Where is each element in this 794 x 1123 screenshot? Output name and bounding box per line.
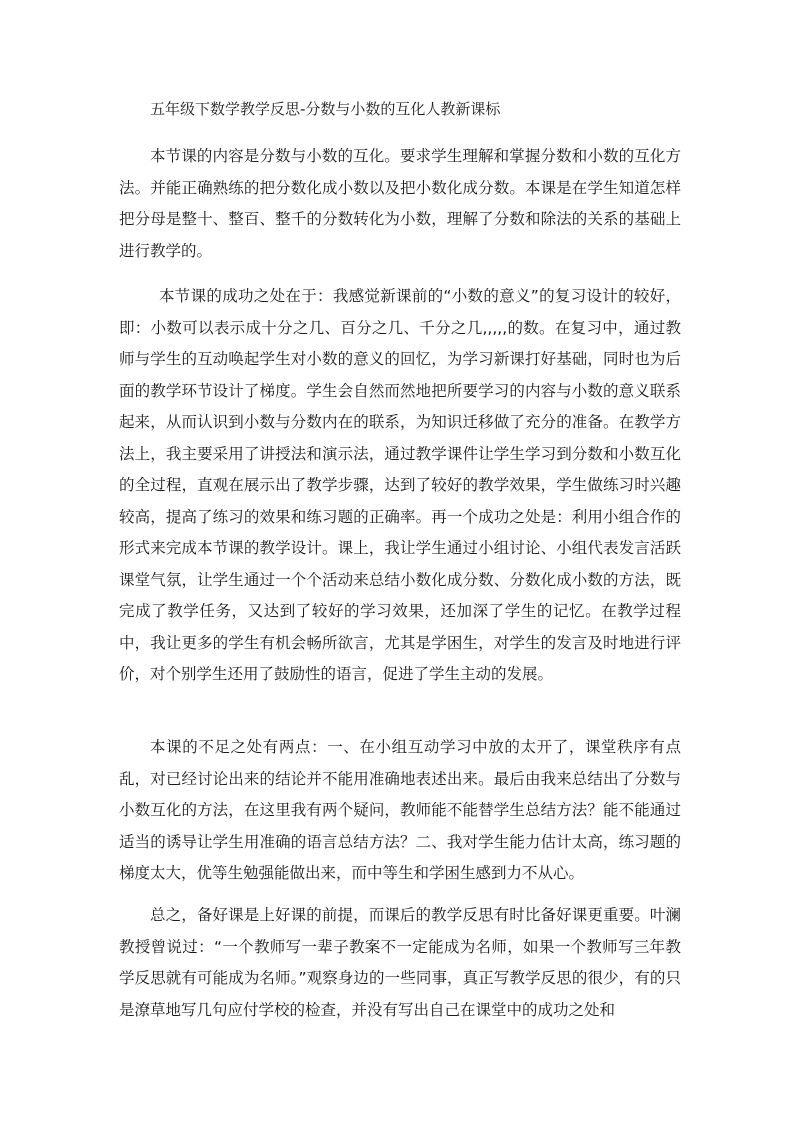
paragraph-intro: 本节课的内容是分数与小数的互化。要求学生理解和掌握分数和小数的互化方法。并能正确熟练的把分数化成小数以及把小数化成分数。本课是在学生知道怎样把分母是整十、整百、整千的分数转化为小数，理解了分数和除法的关系的基础上进行教学的。 (119, 147, 681, 260)
paragraph-shortcomings: 本课的不足之处有两点：一、在小组互动学习中放的太开了，课堂秩序有点乱，对已经讨论出来的结论并不能用准确地表述出来。最后由我来总结出了分数与小数互化的方法，在这里我有两个疑问，教师能不能替学生总结方法？能不能通过适当的诱导让学生用准确的语言总结方法？二、我对学生能力估计太高，练习题的梯度太大，优等生勉强能做出来，而中等生和学困生感到力不从心。 (119, 738, 681, 882)
paragraph-conclusion: 总之，备好课是上好课的前提，而课后的教学反思有时比备好课更重要。叶澜教授曾说过：“一个教师写一辈子教案不一定能成为名师，如果一个教师写三年教学反思就有可能成为名师。”观察身边的一些同事，真正写教学反思的很少，有的只是潦草地写几句应付学校的检查，并没有写出自己在课堂中的成功之处和 (119, 906, 681, 1019)
document-title: 五年级下数学教学反思-分数与小数的互化人教新课标 (150, 100, 501, 118)
paragraph-strengths: 本节课的成功之处在于：我感觉新课前的“小数的意义”的复习设计的较好，即：小数可以表示成十分之几、百分之几、千分之几,,,,,的数。在复习中，通过教师与学生的互动唤起学生对小数的意义的回忆，为学习新课打好基础，同时也为后面的教学环节设计了梯度。学生会自然而然地把所要学习的内容与小数的意义联系起来，从而认识到小数与分数内在的联系，为知识迁移做了充分的准备。在教学方法上，我主要采用了讲授法和演示法，通过教学课件让学生学习到分数和小数互化的全过程，直观在展示出了教学步骤，达到了较好的教学效果，学生做练习时兴趣较高，提高了练习的效果和练习题的正确率。再一个成功之处是：利用小组合作的形式来完成本节课的教学设计。课上，我让学生通过小组讨论、小组代表发言活跃课堂气氛，让学生通过一个个活动来总结小数化成分数、分数化成小数的方法，既完成了教学任务，又达到了较好的学习效果，还加深了学生的记忆。在教学过程中，我让更多的学生有机会畅所欲言，尤其是学困生，对学生的发言及时地进行评价，对个别学生还用了鼓励性的语言，促进了学生主动的发展。 (119, 287, 681, 683)
